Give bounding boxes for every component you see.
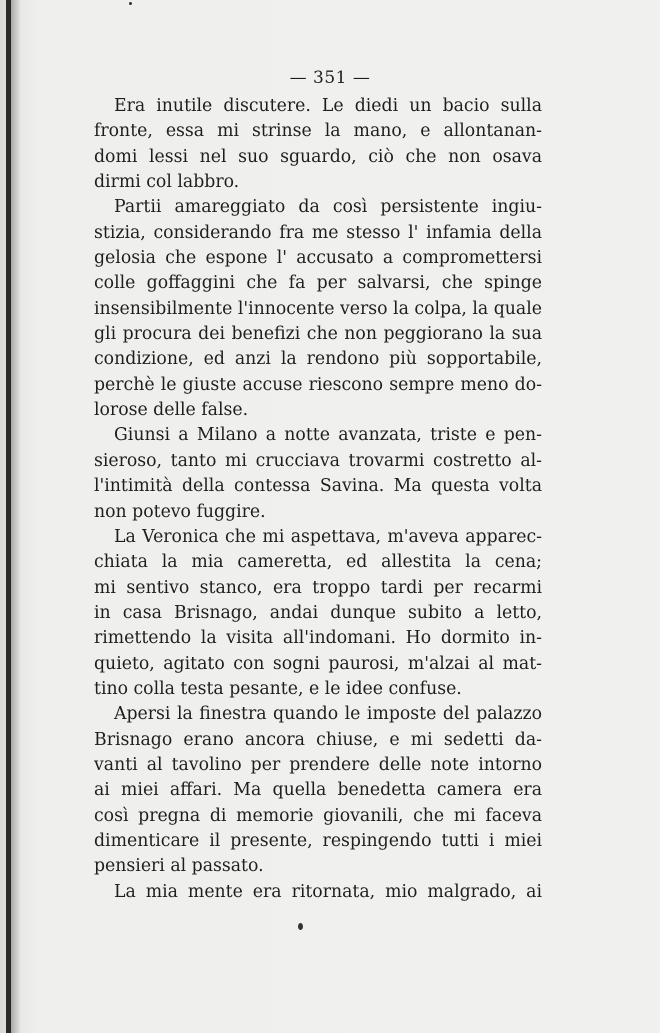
text-line: perchè le giuste accuse riescono sempre meno do- (94, 374, 542, 395)
text-line: sieroso, tanto mi crucciava trovarmi costretto al- (94, 450, 542, 471)
text-line: La mia mente era ritornata, mio malgrado, ai (114, 881, 542, 902)
text-line: gelosia che espone l' accusato a compromettersi (94, 248, 542, 269)
page-number: — 351 — (289, 68, 371, 88)
text-line: La Veronica che mi aspettava, m'aveva apparec- (114, 526, 542, 547)
text-line: pensieri al passato. (94, 856, 264, 877)
text-line: chiata la mia cameretta, ed allestita la cena; (94, 552, 542, 573)
text-line: lorose delle false. (94, 400, 249, 421)
text-line: fronte, essa mi strinse la mano, e allontanan- (94, 121, 542, 142)
text-line: condizione, ed anzi la rendono più sopportabile, (94, 349, 542, 370)
text-line: tino colla testa pesante, e le idee confuse. (94, 678, 462, 699)
text-line: mi sentivo stanco, era troppo tardi per recarmi (94, 577, 542, 598)
text-line: insensibilmente l'innocente verso la colpa, la quale (94, 298, 542, 319)
text-line: stizia, considerando fra me stesso l' infamia della (94, 222, 542, 243)
text-line: Apersi la finestra quando le imposte del palazzo (114, 704, 542, 725)
ink-speck (129, 2, 132, 5)
text-line: Brisnago erano ancora chiuse, e mi sedetti da- (94, 729, 542, 750)
body-text (94, 94, 542, 905)
binding-shadow (11, 0, 21, 1033)
text-line: l'intimità della contessa Savina. Ma questa volta (94, 476, 542, 497)
text-line: Era inutile discutere. Le diedi un bacio sulla (114, 96, 542, 116)
text-line: in casa Brisnago, andai dunque subito a letto, (94, 602, 542, 623)
text-line: domi lessi nel suo sguardo, ciò che non osava (94, 146, 542, 167)
text-line: dirmi col labbro. (94, 172, 240, 193)
text-line: quieto, agitato con sogni paurosi, m'alzai al mat- (94, 653, 542, 674)
text-line: rimettendo la visita all'indomani. Ho dormito in- (94, 628, 542, 649)
text-line: ai miei affari. Ma quella benedetta camera era (94, 780, 542, 801)
text-line: così pregna di memorie giovanili, che mi faceva (94, 805, 542, 826)
text-line: gli procura dei benefizi che non peggiorano la sua (94, 324, 542, 345)
text-line: dimenticare il presente, respingendo tutti i miei (94, 830, 542, 851)
text-line: non potevo fuggire. (94, 501, 266, 522)
text-line: Giunsi a Milano a notte avanzata, triste e pen- (114, 425, 542, 446)
text-line: vanti al tavolino per prendere delle note intorno (94, 754, 542, 775)
text-line: Partii amareggiato da così persistente ingiu- (114, 197, 542, 218)
text-line: colle goffaggini che fa per salvarsi, che spinge (94, 273, 542, 294)
ink-speck (298, 923, 303, 930)
